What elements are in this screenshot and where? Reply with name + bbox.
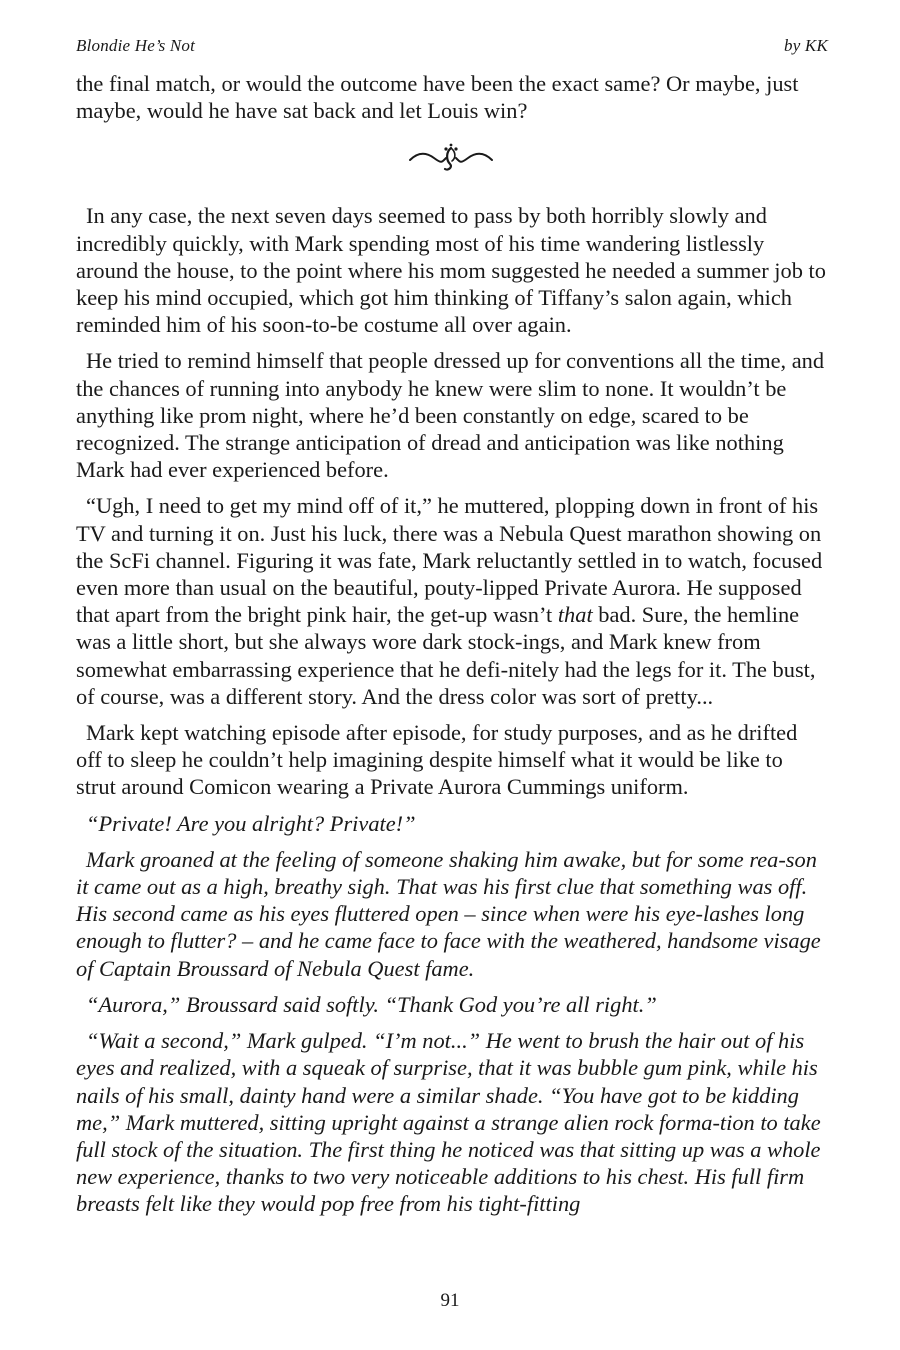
paragraph: In any case, the next seven days seemed to pass by both horribly slowly and incredibly quickly, with Mark spending most of his time wandering listlessly around the house, to the point where his mom suggested he needed a summer job to keep his mind occupied, which got him thinking of Tiffany’s salon again, which reminded him of his soon-to-be costume all over again. — [76, 203, 826, 338]
paragraph-text: bad. Sure, the hemline was a little short, but she always wore dark stock-ings, and Mark knew from somewhat embarrassing experience that he defi-nitely had the legs for it. The bust, of course, was a different story. And the dress color was sort of pretty... — [76, 602, 816, 709]
emphasized-word: that — [557, 602, 593, 628]
paragraph: Mark kept watching episode after episode, for study purposes, and as he drifted off to sleep he couldn’t help imagining despite himself what it would be like to strut around Comicon wearing a Private Aurora Cummings uniform. — [76, 720, 798, 800]
running-header — [76, 36, 828, 58]
paragraph-italic: Mark groaned at the feeling of someone shaking him awake, but for some rea-son it came out as a high, breathy sigh. That was his first clue that something was off. His second came as his eyes fluttered open – since when were his eye-lashes long enough to flutter? – and he came face to face with the weathered, handsome visage of Captain Broussard of Nebula Quest fame. — [76, 846, 821, 981]
author-credit: by KK — [784, 36, 828, 55]
page-number: 91 — [440, 1290, 460, 1311]
body-text — [76, 70, 826, 1227]
scroll-ornament-icon — [406, 140, 496, 176]
paragraph: He tried to remind himself that people dressed up for conventions all the time, and the chances of running into anybody he knew were slim to none. It wouldn’t be anything like prom night, where he’d been constantly on edge, scared to be recognized. The strange anticipation of dread and anticipation was like nothing Mark had ever experienced before. — [76, 348, 825, 483]
paragraph-text: “Ugh, I need to get my mind off of it,” he muttered, plopping down in front of his TV and turning it on. Just his luck, there was a Nebula Quest marathon showing on the ScFi channel. Figuring it was fate, Mark reluctantly settled in to watch, focused even more than usual on the beautiful, pouty-lipped Private Aurora. He supposed that apart from the bright pink hair, the get-up wasn’t — [76, 493, 823, 628]
paragraph-italic: “Private! Are you alright? Private!” — [86, 810, 416, 836]
paragraph — [76, 492, 826, 710]
paragraph-italic: “Aurora,” Broussard said softly. “Thank God you’re all right.” — [86, 991, 657, 1017]
paragraph-italic: “Wait a second,” Mark gulped. “I’m not...” He went to brush the hair out of his eyes and realized, with a squeak of surprise, that it was bubble gum pink, while his nails of his small, dainty hand were a similar shade. “You have got to be kidding me,” Mark muttered, sitting upright against a strange alien rock forma-tion to take full stock of the situation. The first thing he noticed was that sitting up was a whole new experience, thanks to two very noticeable additions to his chest. His full firm breasts felt like they would pop free from his tight-fitting — [76, 1028, 821, 1217]
scene-break-ornament — [76, 140, 826, 176]
paragraph-continued: the final match, or would the outcome have been the exact same? Or maybe, just maybe, would he have sat back and let Louis win? — [76, 71, 799, 124]
book-title: Blondie He’s Not — [76, 36, 196, 55]
